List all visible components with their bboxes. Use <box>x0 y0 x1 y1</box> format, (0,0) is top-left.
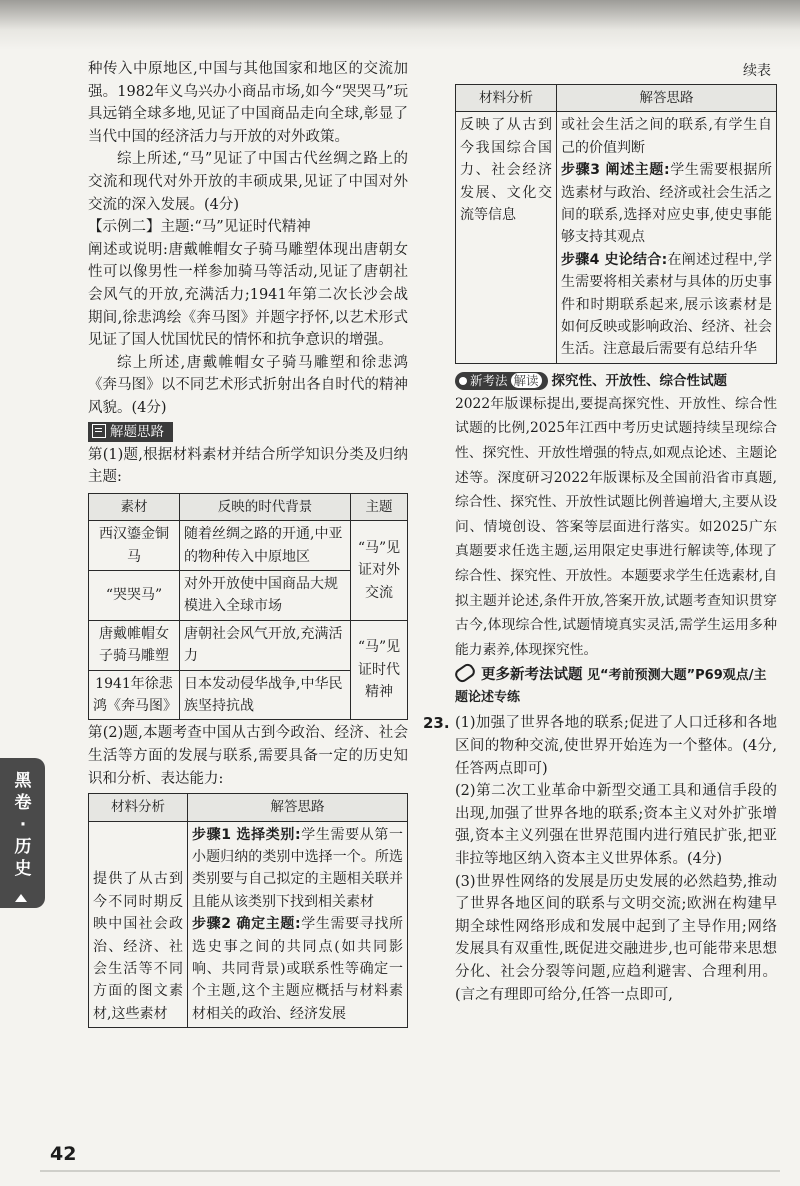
header-cell: 材料分析 <box>456 85 557 112</box>
link-icon <box>453 662 477 685</box>
scan-shadow <box>0 0 800 50</box>
solution-tag-label: 解题思路 <box>110 423 164 440</box>
more-questions-title: 更多新考法试题 <box>481 667 583 684</box>
edit-icon <box>92 424 106 438</box>
approach-cell <box>188 821 408 1028</box>
analysis-table-continued <box>455 84 777 364</box>
location-icon <box>459 377 467 385</box>
paragraph: 第(1)题,根据材料素材并结合所学知识分类及归纳主题: <box>88 446 408 486</box>
material-cell: “哭哭马” <box>89 570 180 620</box>
table-row <box>89 821 408 1028</box>
table-row <box>89 521 408 571</box>
background-cell: 随着丝绸之路的开通,中亚的物种传入中原地区 <box>180 521 351 571</box>
material-cell: 西汉鎏金铜马 <box>89 521 180 571</box>
continued-label: 续表 <box>743 63 771 79</box>
header-cell: 解答思路 <box>188 794 408 821</box>
step-text: 在阐述过程中,学生需要将相关素材与具体的历史事件和时期联系起来,展示该素材是如何反映或影响政治、经济、社会生活。注意最后需要有总结升华 <box>561 251 772 358</box>
material-cell: 唐戴帷帽女子骑马雕塑 <box>89 620 180 670</box>
step-title: 步骤2 确定主题: <box>192 916 301 933</box>
material-cell: 1941年徐悲鸿《奔马图》 <box>89 670 180 720</box>
step-text: 或社会生活之间的联系,有学生自己的价值判断 <box>561 117 772 156</box>
pill-label: 新考法 <box>470 372 508 388</box>
paragraph: 阐述或说明:唐戴帷帽女子骑马雕塑体现出唐朝女性可以像男性一样参加骑马等活动,见证了唐朝社会风气的开放,充满活力;1941年第二次长沙会战期间,徐悲鸿绘《奔马图》并题字抒怀,以艺术形式见证了国人忧国忧民的情怀和抗争意识的增强。 <box>88 241 408 349</box>
question-number: 23. <box>423 714 450 733</box>
example-heading: 【示例二】主题:“马”见证时代精神 <box>88 219 311 236</box>
more-questions-ref: 见“考前预测大题”P69观点/主题论述专练 <box>455 668 767 706</box>
paragraph: 第(2)题,本题考查中国从古到今政治、经济、社会生活等方面的发展与联系,需要具备一定的历史知识和分析、表达能力: <box>88 725 408 787</box>
more-questions-link[interactable] <box>455 664 777 709</box>
new-method-title: 探究性、开放性、综合性试题 <box>551 372 728 389</box>
header-cell: 材料分析 <box>89 794 188 821</box>
table-header-row <box>89 493 408 520</box>
step-text: 学生需要从第一小题归纳的类别中选择一个。所选类别要与自己拟定的主题相关联并且能从该类别下找到相关素材 <box>192 826 403 910</box>
background-cell: 对外开放使中国商品大规模进入全球市场 <box>180 570 351 620</box>
header-cell: 素材 <box>89 493 180 520</box>
new-method-header <box>455 370 777 392</box>
pill-sub-label: 解读 <box>511 373 542 388</box>
new-method-pill <box>455 372 548 390</box>
triangle-up-icon <box>15 894 27 902</box>
paragraph: 种传入中原地区,中国与其他国家和地区的交流加强。1982年义乌兴办小商品市场,如今“哭哭马”玩具远销全球多地,见证了中国商品走向全球,彰显了当代中国的经济活力与开放的对外政策。 <box>88 61 408 145</box>
step-title: 步骤3 阐述主题: <box>561 162 670 179</box>
right-column <box>423 58 777 1006</box>
classification-table <box>88 493 408 721</box>
side-tab-label: 黑卷·历史 <box>14 771 32 879</box>
step-text: 学生需要根据所选素材与政治、经济或社会生活之间的联系,选择对应史事,使史事能够支持其观点 <box>561 162 772 246</box>
step-title: 步骤1 选择类别: <box>192 826 301 843</box>
step-text: 学生需要寻找所选史事之间的共同点(如共同影响、共同背景)或联系性等确定一个主题,这个主题应概括与材料素材相关的政治、经济发展 <box>192 916 403 1022</box>
subject-side-tab <box>0 758 45 908</box>
step-title: 步骤4 史论结合: <box>561 251 668 268</box>
header-cell: 解答思路 <box>557 85 777 112</box>
background-cell: 日本发动侵华战争,中华民族坚持抗战 <box>180 670 351 720</box>
answer-part: (1)加强了世界各地的联系;促进了人口迁移和各地区间的物种交流,使世界开始连为一个整体。(4分,任答两点即可) <box>455 715 777 777</box>
paragraph: 综上所述,“马”见证了中国古代丝绸之路上的交流和现代对外开放的丰硕成果,见证了中国对外交流的深入发展。(4分) <box>88 151 408 213</box>
header-cell: 主题 <box>351 493 408 520</box>
page-number: 42 <box>50 1143 77 1165</box>
answer-part: (3)世界性网络的发展是历史发展的必然趋势,推动了世界各地区间的联系与文明交流;欧洲在构建早期全球性网络形成和发展中起到了主导作用;网络发展具有双重性,既促进交融进步,也可能带来思想分化、社会分裂等问题,应趋利避害、合理利用。(言之有理即可给分,任答一点即可, <box>455 873 777 1003</box>
background-cell: 唐朝社会风气开放,充满活力 <box>180 620 351 670</box>
table-row <box>456 112 777 363</box>
table-row <box>89 620 408 670</box>
analysis-cell: 提供了从古到今不同时期反映中国社会政治、经济、社会生活等不同方面的图文素材,这些素材 <box>89 821 188 1028</box>
solution-tag <box>88 422 173 442</box>
header-cell: 反映的时代背景 <box>180 493 351 520</box>
approach-cell <box>557 112 777 363</box>
answer-part: (2)第二次工业革命中新型交通工具和通信手段的出现,加强了世界各地的联系;资本主义对外扩张增强,资本主义列强在世界范围内进行殖民扩张,把亚非拉等地区纳入资本主义世界体系。(4分) <box>455 783 777 867</box>
left-column <box>88 58 408 1028</box>
new-method-text: 2022年版课标提出,要提高探究性、开放性、综合性试题的比例,2025年江西中考历史试题持续呈现综合性、探究性、开放性增强的特点,如观点论述、主题论述等。深度研习2022年版课标及全国前沿省市真题,综合性、探究性、开放性试题比例普遍增大,主要从设问、情境创设、答案等层面进行落实。如2025广东真题要求任选主题,运用限定史事进行解读等,体现了综合性、探究性、开放性。本题要求学生任选素材,自拟主题并论述,条件开放,答案开放,试题考查知识贯穿古今,体现综合性,试题情境真实灵活,需学生运用多种能力素养,体现探究性。 <box>455 395 777 658</box>
theme-cell: “马”见证时代精神 <box>351 620 408 720</box>
question-23 <box>423 712 777 1006</box>
analysis-table <box>88 793 408 1028</box>
table-header-row <box>89 794 408 821</box>
paragraph: 综上所述,唐戴帷帽女子骑马雕塑和徐悲鸿《奔马图》以不同艺术形式折射出各自时代的精神风貌。(4分) <box>88 354 408 416</box>
table-header-row <box>456 85 777 112</box>
theme-cell: “马”见证对外交流 <box>351 521 408 621</box>
analysis-cell: 反映了从古到今我国综合国力、社会经济发展、文化交流等信息 <box>456 112 557 363</box>
page-edge <box>40 1170 780 1172</box>
